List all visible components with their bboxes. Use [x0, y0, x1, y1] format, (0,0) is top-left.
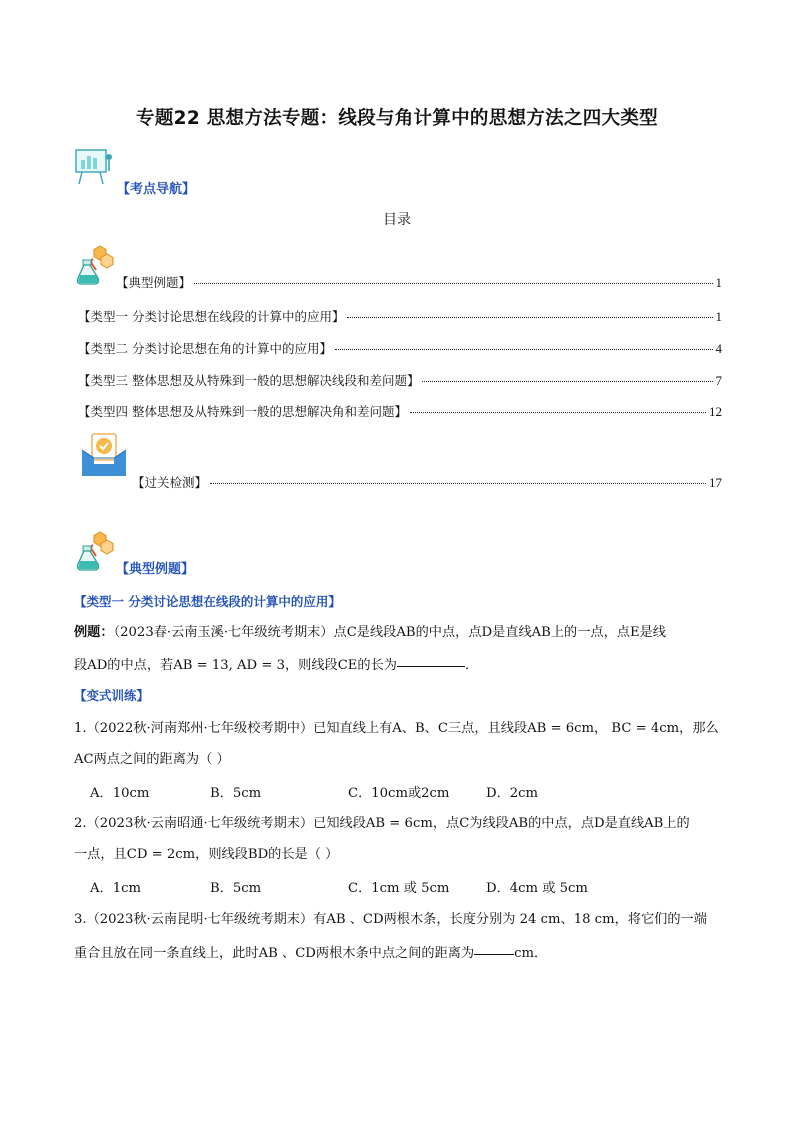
q2-option-b[interactable]: B．5cm [210, 881, 262, 896]
section-title: 【典型例题】 [116, 562, 195, 577]
toc-item[interactable] [78, 371, 722, 389]
q1-option-b[interactable]: B．5cm [210, 786, 262, 801]
toc-dot-leader [335, 349, 713, 350]
q1-line-2: AC两点之间的距离为（ ） [74, 752, 230, 767]
variant-label: 【变式训练】 [74, 688, 150, 703]
flask-icon [74, 244, 116, 288]
example-line-2 [74, 654, 724, 675]
q3-text-2: 重合且放在同一条直线上，此时AB 、CD两根木条中点之间的距离为 [74, 946, 475, 961]
toc-item-page: 1 [715, 309, 722, 324]
page-title: 专题22 思想方法专题：线段与角计算中的思想方法之四大类型 [136, 108, 658, 129]
q1-option-d[interactable]: D．2cm [486, 786, 539, 801]
q1-option-a[interactable]: A．10cm [90, 786, 150, 801]
toc-dot-leader [210, 483, 706, 484]
toc-dot-leader [410, 412, 706, 413]
example-end: ． [464, 658, 479, 673]
toc-item[interactable] [116, 273, 722, 291]
example-text-1: （2023春·云南玉溪·七年级统考期末）点C是线段AB的中点，点D是直线AB上的一点，点E是线 [113, 625, 666, 640]
toc-item[interactable] [78, 402, 722, 420]
answer-blank[interactable] [397, 652, 465, 667]
toc-item[interactable] [132, 473, 722, 491]
toc-item-page: 7 [715, 373, 722, 388]
q2-line-1: 2.（2023秋·云南昭通·七年级统考期末）已知线段AB = 6cm，点C为线段AB的中点，点D是直线AB上的 [74, 816, 690, 831]
toc-item-label: 【类型二 分类讨论思想在角的计算中的应用】 [78, 341, 332, 356]
toc-item-page: 4 [715, 341, 722, 356]
presentation-board-icon [74, 147, 116, 187]
q2-option-c[interactable]: C．1cm 或 5cm [348, 881, 450, 896]
flask-icon [74, 530, 116, 574]
answer-blank[interactable] [474, 940, 514, 955]
q3-line-1: 3.（2023秋·云南昆明·七年级统考期末）有AB 、CD两根木条，长度分别为 24 cm、18 cm，将它们的一端 [74, 912, 707, 927]
toc-item[interactable] [78, 339, 722, 357]
toc-item-page: 12 [709, 404, 722, 419]
toc-item-page: 1 [715, 275, 722, 290]
q1-option-c[interactable]: C．10cm或2cm [348, 786, 450, 801]
q2-option-a[interactable]: A．1cm [90, 881, 141, 896]
toc-item-label: 【类型四 整体思想及从特殊到一般的思想解决角和差问题】 [78, 404, 407, 419]
nav-label: 【考点导航】 [117, 182, 196, 197]
q3-line-2 [74, 942, 724, 963]
q1-line-1: 1.（2022秋·河南郑州·七年级校考期中）已知直线上有A、B、C三点，且线段AB = 6cm， BC = 4cm，那么 [74, 721, 719, 736]
q2-option-d[interactable]: D．4cm 或 5cm [486, 881, 588, 896]
toc-dot-leader [347, 317, 712, 318]
q3-end: cm． [514, 946, 548, 961]
example-label: 例题： [74, 625, 114, 640]
envelope-check-icon [78, 432, 130, 478]
toc-dot-leader [194, 283, 712, 284]
type1-heading: 【类型一 分类讨论思想在线段的计算中的应用】 [74, 594, 341, 609]
q2-line-2: 一点，且CD = 2cm，则线段BD的长是（ ） [74, 847, 339, 862]
toc-title: 目录 [383, 212, 411, 228]
toc-dot-leader [422, 381, 712, 382]
toc-item-label: 【典型例题】 [116, 275, 192, 290]
toc-item-page: 17 [709, 475, 722, 490]
example-text-2: 段AD的中点，若AB = 13, AD = 3，则线段CE的长为 [74, 658, 397, 673]
toc-item-label: 【过关检测】 [132, 475, 208, 490]
toc-item[interactable] [78, 307, 722, 325]
example-line-1 [74, 624, 724, 642]
toc-item-label: 【类型三 整体思想及从特殊到一般的思想解决线段和差问题】 [78, 373, 420, 388]
toc-item-label: 【类型一 分类讨论思想在线段的计算中的应用】 [78, 309, 345, 324]
